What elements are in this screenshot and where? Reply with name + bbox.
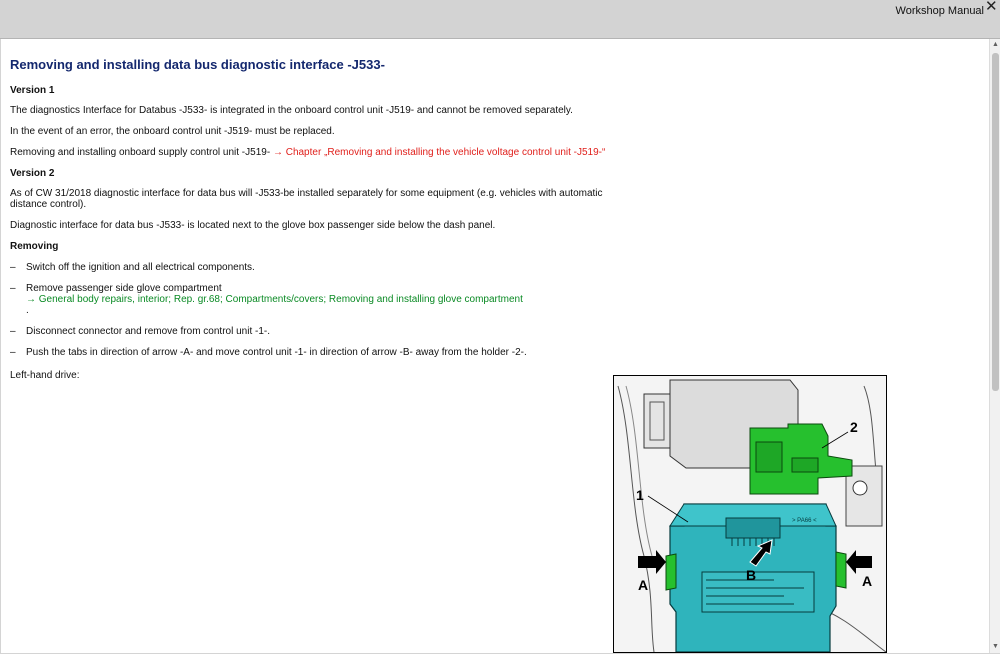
- control-unit-label-panel: [702, 572, 814, 612]
- version1-p3-text: Removing and installing onboard supply control unit -J519-: [10, 147, 273, 158]
- page-title: Removing and installing data bus diagnostic interface -J533-: [10, 57, 385, 72]
- version1-paragraph-2: In the event of an error, the onboard control unit -J519- must be replaced.: [10, 126, 335, 137]
- callout-a-left: A: [638, 577, 649, 593]
- step-dot: .: [26, 305, 29, 316]
- right-tab: [836, 552, 846, 588]
- version1-paragraph-1: The diagnostics Interface for Databus -J533- is integrated in the onboard control unit -J519- and cannot be removed separately.: [10, 105, 573, 116]
- scroll-up-icon[interactable]: ▲: [992, 41, 999, 48]
- green-holder-tab: [792, 458, 818, 472]
- step-dash: –: [10, 262, 16, 273]
- callout-1: 1: [636, 487, 644, 503]
- window-title: Workshop Manual: [895, 5, 984, 17]
- callout-2: 2: [850, 419, 858, 435]
- version2-heading: Version 2: [10, 168, 55, 179]
- version1-paragraph-3: [10, 147, 610, 158]
- scroll-down-icon[interactable]: ▼: [992, 643, 999, 650]
- version1-heading: Version 1: [10, 85, 55, 96]
- version2-paragraph-2: Diagnostic interface for data bus -J533- is located next to the glove box passenger side below the dash panel.: [10, 220, 496, 231]
- version2-paragraph-1: As of CW 31/2018 diagnostic interface for data bus will -J533-be installed separately for some equipment (e.g. vehicles with automatic distance control).: [10, 188, 603, 210]
- illustration-svg: [614, 376, 886, 652]
- scrollbar-thumb[interactable]: [992, 53, 999, 391]
- step-disconnect: [10, 326, 610, 337]
- step-dash: –: [10, 283, 16, 294]
- step-dash: –: [10, 347, 16, 358]
- glove-compartment-link[interactable]: → General body repairs, interior; Rep. gr.68; Compartments/covers; Removing and installing glove compartment: [26, 294, 523, 305]
- control-unit-illustration: [613, 375, 887, 653]
- close-icon[interactable]: ✕: [985, 0, 998, 15]
- title-bar: [0, 0, 1000, 39]
- green-holder-slot: [756, 442, 782, 472]
- step-text: Disconnect connector and remove from control unit -1-.: [26, 326, 270, 337]
- part-marking: > PA66 <: [792, 518, 817, 524]
- control-unit-connector: [726, 518, 780, 538]
- j519-chapter-link[interactable]: → Chapter „Removing and installing the vehicle voltage control unit -J519-“: [272, 147, 606, 158]
- step-dash: –: [10, 326, 16, 337]
- document-content[interactable]: [1, 39, 989, 653]
- step-push-tabs: [10, 347, 610, 358]
- removing-heading: Removing: [10, 241, 59, 252]
- vertical-scrollbar[interactable]: [989, 39, 1000, 653]
- grey-bolt: [853, 481, 867, 495]
- callout-b: B: [746, 567, 757, 583]
- lhd-label: Left-hand drive:: [10, 370, 80, 381]
- step-text: Remove passenger side glove compartment: [26, 283, 222, 294]
- step-switch-off: [10, 262, 610, 273]
- document-body: [10, 57, 610, 391]
- step-text: Push the tabs in direction of arrow -A- and move control unit -1- in direction of arrow -B- away from the holder -2-.: [26, 347, 527, 358]
- step-remove-glove-box: [10, 283, 610, 316]
- left-tab: [666, 554, 676, 590]
- step-text: Switch off the ignition and all electrical components.: [26, 262, 255, 273]
- callout-a-right: A: [862, 573, 873, 589]
